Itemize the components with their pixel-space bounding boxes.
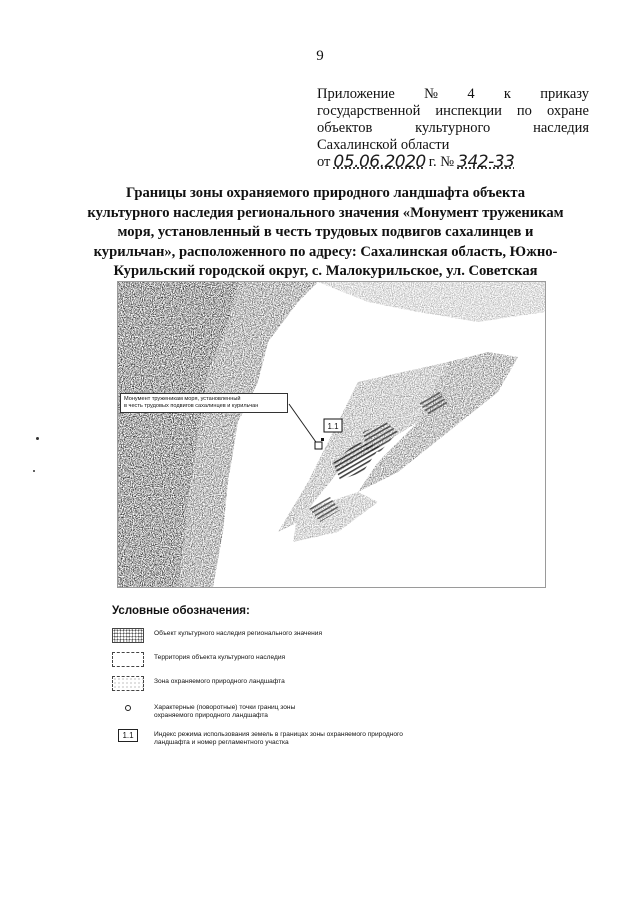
annex-word: 4 (467, 86, 475, 102)
monument-callout (120, 393, 288, 413)
legend-item-object (112, 628, 322, 643)
annex-word: приказу (540, 86, 589, 102)
legend-item-landscape-zone (112, 676, 285, 691)
legend-swatch-object (112, 628, 144, 643)
annex-word: Приложение (317, 86, 395, 102)
annex-word: № (424, 86, 438, 102)
annex-header (317, 86, 589, 171)
legend-item-regime-index (112, 729, 432, 747)
regime-index-icon (112, 729, 144, 744)
regime-index-symbol: 1.1 (118, 729, 137, 742)
legend-label: Объект культурного наследия регионального значения (154, 630, 323, 637)
plot-index-label: 1.1 (327, 422, 339, 431)
annex-word: инспекции (435, 103, 502, 119)
title-line: культурного наследия регионального значения «Монумент труженикам (87, 204, 564, 221)
legend-label: Зона охраняемого природного ландшафта (154, 678, 285, 685)
page-number: 9 (316, 48, 324, 64)
annex-word: культурного (415, 120, 491, 136)
scan-speck (36, 437, 39, 440)
annex-word: наследия (533, 120, 589, 136)
terrain-shading (118, 282, 545, 587)
monument-marker (315, 442, 322, 449)
annex-word: государственной (317, 103, 421, 119)
legend-label: Характерные (поворотные) точки границ зоны охраняемого природного ландшафта (154, 704, 296, 719)
annex-line-2 (317, 103, 589, 120)
callout-leader (289, 404, 318, 445)
title-line: Курильский городской округ, с. Малокурильское, ул. Советская (113, 263, 538, 279)
legend-item-boundary-points (112, 702, 412, 720)
boundary-point-icon (112, 702, 144, 717)
legend-swatch-zone (112, 676, 144, 691)
legend-label: Индекс режима использования земель в границах зоны охраняемого природного ландшафта и номер регламентного участка (154, 731, 403, 746)
map-graphic (118, 282, 545, 587)
annex-word: по (516, 103, 532, 119)
annex-line-5 (317, 154, 589, 171)
legend-label: Территория объекта культурного наследия (154, 654, 286, 661)
annex-word: охране (546, 103, 589, 119)
legend-item-territory (112, 652, 285, 667)
title-line: курильчан», расположенного по адресу: Сахалинская область, Южно- (93, 243, 558, 260)
title-line: Границы зоны охраняемого природного ландшафта объекта (125, 185, 526, 201)
annex-word: объектов (317, 120, 373, 136)
annex-line-1 (317, 86, 589, 103)
annex-number-handwritten: 342-33 (457, 152, 515, 172)
scan-speck (33, 470, 35, 472)
title-line: моря, установленный в честь трудовых подвигов сахалинцев и (117, 224, 534, 240)
document-title (68, 184, 583, 282)
annex-number-prefix: г. № (428, 154, 455, 170)
annex-line-3 (317, 120, 589, 137)
legend-title: Условные обозначения: (112, 605, 250, 617)
annex-date-handwritten: 05.06.2020 (333, 152, 426, 172)
annex-date-prefix: от (317, 154, 331, 170)
callout-line: Монумент труженикам моря, установленный (124, 396, 241, 402)
annex-word: к (503, 86, 511, 102)
site-map (117, 281, 546, 588)
boundary-point (321, 438, 324, 441)
legend-swatch-territory (112, 652, 144, 667)
annex-region: Сахалинской области (317, 137, 450, 153)
callout-line: в честь трудовых подвигов сахалинцев и курильчан (124, 402, 259, 409)
